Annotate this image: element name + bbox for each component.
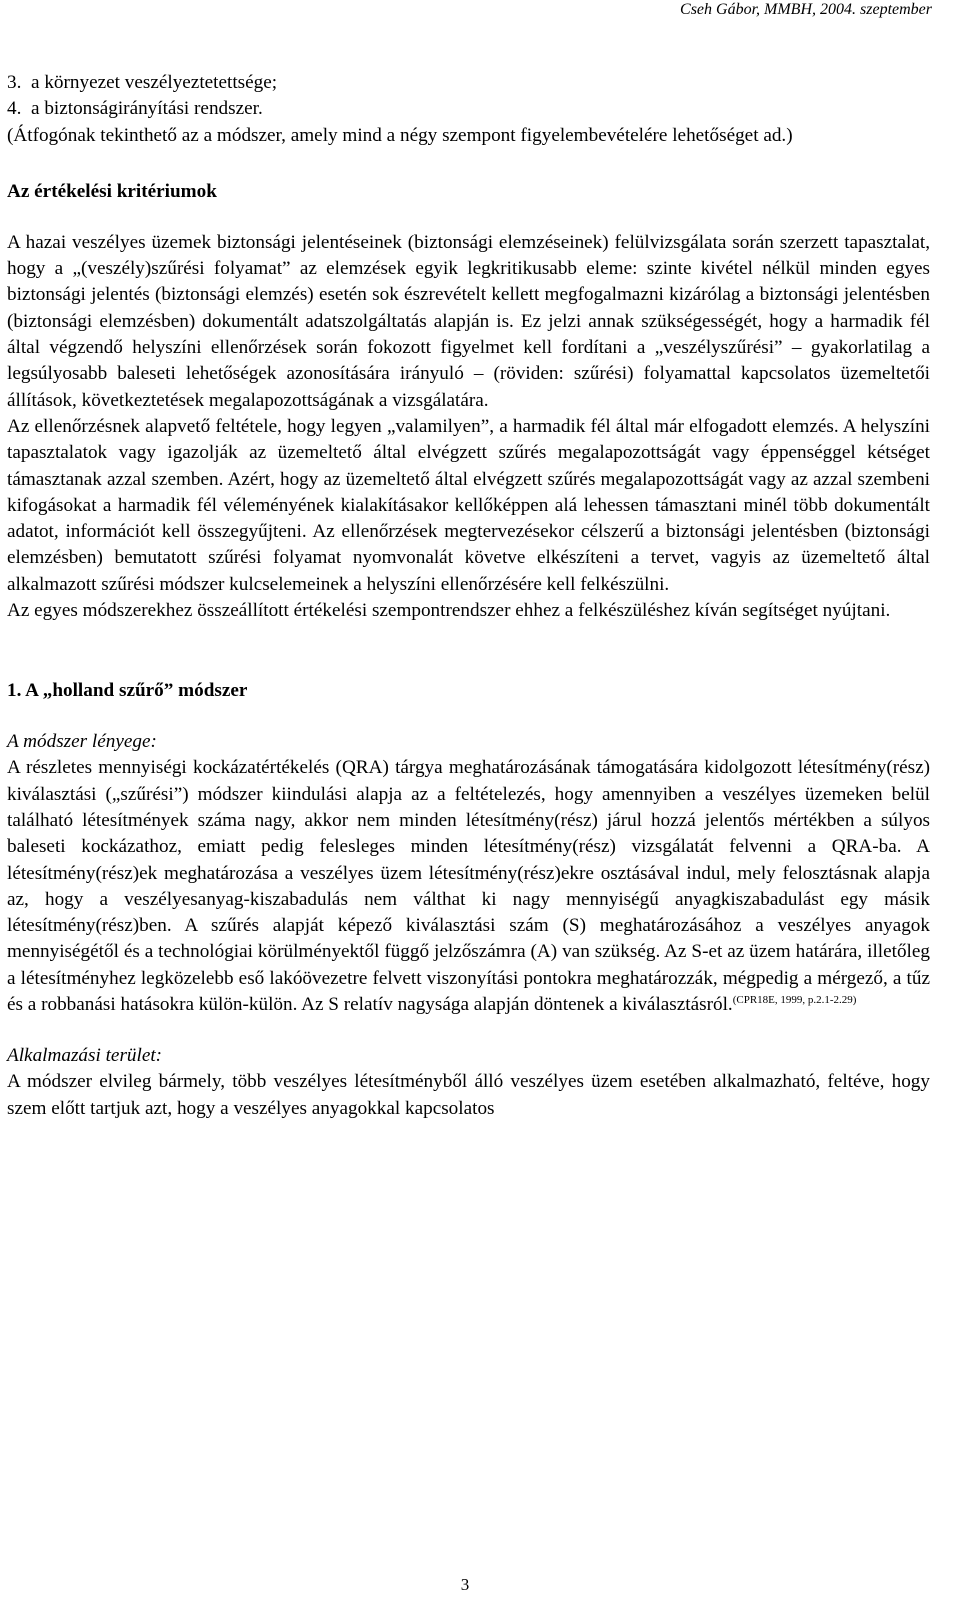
section-title: 1. A „holland szűrő” módszer [7, 680, 248, 702]
list-text: a környezet veszélyeztetettsége; [31, 72, 278, 93]
essence-heading: A módszer lényege: [7, 731, 157, 753]
criteria-paragraph: A hazai veszélyes üzemek biztonsági jelentéseinek (biztonsági elemzéseinek) felülvizsgálata során szerzett tapasztalat, hogy a „(veszély)szűrési folyamat” az elemzések egyik legkritikusabb eleme: szinte kivétel nélkül minden egyes biztonsági jelentés (biztonsági elemzés) esetén sok észrevételt kellett megfogalmazni kizárólag a biztonsági jelentésben (biztonsági elemzésben) dokumentált adatszolgáltatás alapján is. Ez jelzi annak szükségességét, hogy a harmadik fél által végzendő helyszíni ellenőrzések során fokozott figyelmet kell fordítani a „veszélyszűrési” – gyakorlatilag a legsúlyosabb baleseti lehetőségek azonosítására irányuló – (röviden: szűrési) folyamattal kapcsolatos üzemeltetői állítások, következtetések megalapozottságának a vizsgálatára. [7, 231, 930, 411]
criteria-paragraph: Az ellenőrzésnek alapvető feltétele, hogy legyen „valamilyen”, a harmadik fél által már elfogadott elemzés. A helyszíni tapasztalatok vagy igazolják az üzemeltető által elvégzett szűrés megalapozottságát vagy éppenséggel kétséget támasztanak azzal szemben. Azért, hogy az üzemeltető által elvégzett szűrés megalapozottságát vagy az azzal szembeni kifogásokat a harmadik fél véleményének kialakításakor kellőképpen alá lehessen támasztani minél több dokumentált adatot, információt kell összegyűjteni. Az ellenőrzések megtervezésekor célszerű a biztonsági jelentésben (biztonsági elemzésben) bemutatott szűrési folyamat nyomvonalát követve elkészíteni a tervet, vagyis az üzemeltető által alkalmazott szűrési módszer kulcselemeinek a helyszíni ellenőrzésére kell felkészülni. [7, 415, 930, 595]
essence-text: A részletes mennyiségi kockázatértékelés (QRA) tárgya meghatározásának támogatására kidolgozott létesítmény(rész) kiválasztási („szűrési”) módszer kiindulási alapja az a feltételezés, hogy amennyiben a veszélyes üzemeken belül található létesítmények száma nagy, akkor nem minden létesítmény(rész) járul hozzá jelentős mértékben a súlyos baleseti kockázathoz, emiatt pedig felesleges minden létesítmény(rész) vizsgálatát felvenni a QRA-ba. A létesítmény(rész)ek meghatározása a veszélyes üzem létesítmény(rész)ekre osztásával indul, mely felosztásnak alapja az, hogy a veszélyesanyag-kiszabadulás nem válthat ki nagy mennyiségű anyagkiszabadulást egy másik létesítmény(rész)ben. A szűrés alapját képező kiválasztási szám (S) meghatározásához a veszélyes anyagok mennyiségétől és a technológiai körülményektől függő jelzőszámra (A) van szükség. Az S-et az üzem határára, illetőleg a létesítményhez legközelebb eső lakóövezetre felvett viszonyítási pontokra meghatározzák, mégpedig a mérgező, a tűz és a robbanási hatásokra külön-külön. Az S relatív nagysága alapján döntenek a kiválasztásról. [7, 757, 930, 1016]
criteria-heading: Az értékelési kritériumok [7, 180, 217, 202]
essence-paragraph [7, 755, 930, 1018]
citation-reference: (CPR18E, 1999, p.2.1-2.29) [732, 994, 857, 1007]
page-header: Cseh Gábor, MMBH, 2004. szeptember [680, 1, 932, 18]
intro-note: (Átfogónak tekinthető az a módszer, amely mind a négy szempont figyelembevételére lehetőséget ad.) [7, 124, 793, 146]
list-text: a biztonságirányítási rendszer. [31, 98, 263, 120]
list-item [7, 96, 930, 122]
application-paragraph: A módszer elvileg bármely, több veszélyes létesítményből álló veszélyes üzem esetében alkalmazható, feltéve, hogy szem előtt tartjuk azt, hogy a veszélyes anyagokkal kapcsolatos [7, 1071, 930, 1119]
list-number: 3. [7, 72, 22, 93]
criteria-paragraph: Az egyes módszerekhez összeállított értékelési szempontrendszer ehhez a felkészüléshez kíván segítséget nyújtani. [7, 600, 891, 622]
application-heading: Alkalmazási terület: [7, 1045, 163, 1067]
page-number: 3 [460, 1575, 470, 1594]
list-item [7, 70, 930, 96]
page-content [7, 70, 930, 1122]
list-number: 4. [7, 98, 22, 120]
